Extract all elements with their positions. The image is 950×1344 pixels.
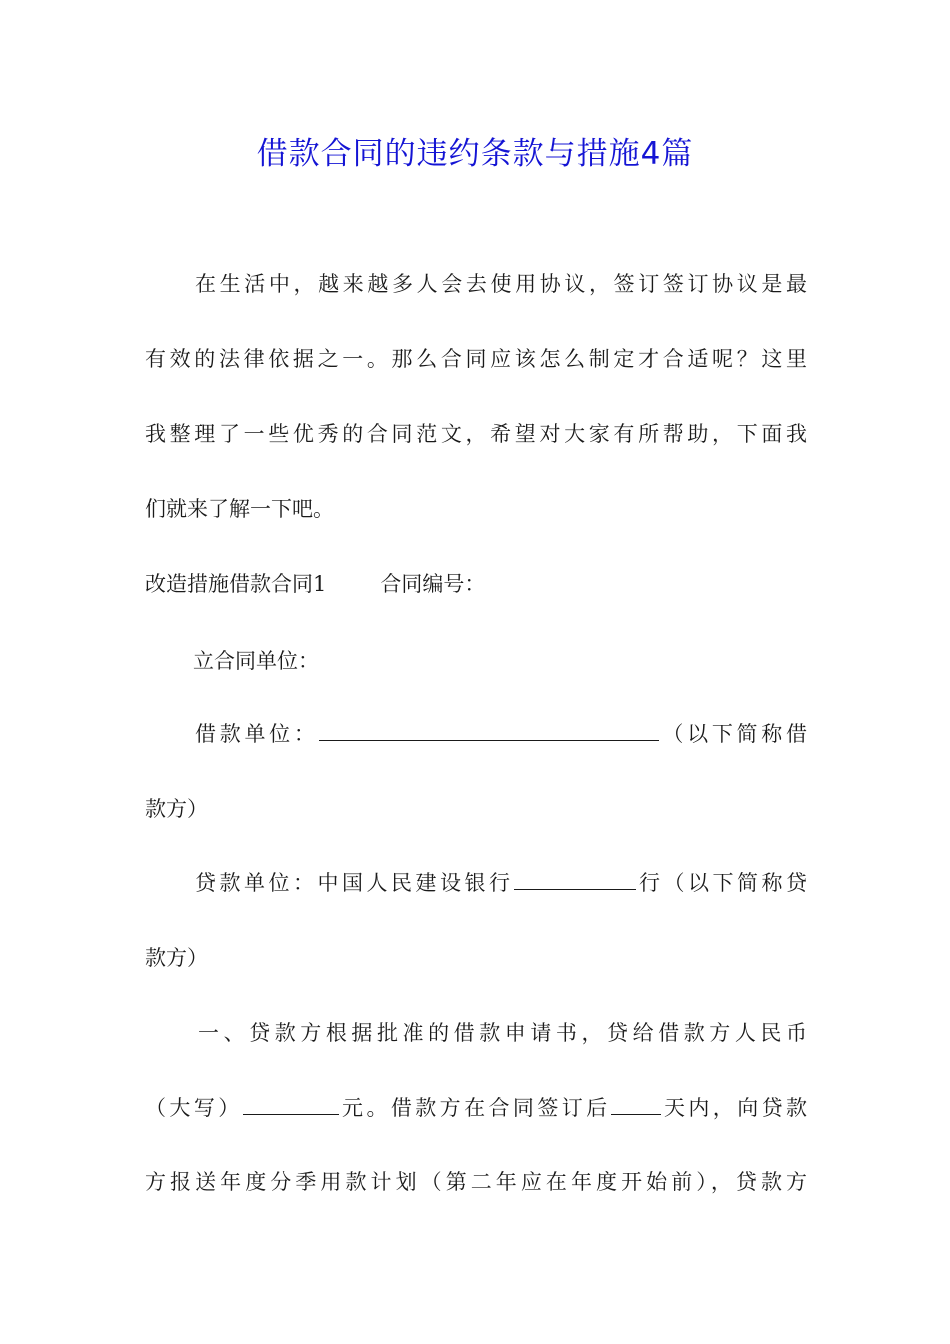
contract-number-label: 合同编号： <box>380 572 486 596</box>
intro-line-1: 在生活中，越来越多人会去使用协议，签订签订协议是最 <box>195 272 807 296</box>
borrower-label: 借款单位： <box>195 722 319 746</box>
lender-label: 贷款单位：中国人民建设银行 <box>195 871 514 895</box>
lender-line <box>195 867 807 899</box>
intro-line-3: 我整理了一些优秀的合同范文，希望对大家有所帮助，下面我 <box>145 422 807 446</box>
contract-heading-line <box>145 568 807 600</box>
clause1-days-text: 天内，向贷款 <box>660 1096 808 1120</box>
lender-continuation: 款方） <box>145 946 208 970</box>
days-blank <box>611 1092 661 1115</box>
party-label: 立合同单位： <box>193 649 319 673</box>
amount-blank <box>243 1092 339 1115</box>
clause1-line-3: 方报送年度分季用款计划（第二年应在年度开始前），贷款方 <box>145 1170 807 1194</box>
clause1-amount-label: （大写） <box>145 1096 243 1120</box>
borrower-line <box>195 718 807 750</box>
lender-branch-blank <box>514 867 636 890</box>
clause1-line-1: 一、贷款方根据批准的借款申请书，贷给借款方人民币 <box>198 1021 807 1045</box>
intro-line-4: 们就来了解一下吧。 <box>145 497 334 521</box>
borrower-suffix: （以下简称借 <box>658 722 808 746</box>
intro-line-2: 有效的法律依据之一。那么合同应该怎么制定才合适呢？这里 <box>145 347 807 371</box>
lender-suffix: 行（以下简称贷 <box>635 871 807 895</box>
document-title: 借款合同的违约条款与措施4篇 <box>256 136 694 172</box>
borrower-continuation: 款方） <box>145 797 208 821</box>
borrower-blank <box>319 718 659 741</box>
clause1-amount-text: 元。借款方在合同签订后 <box>338 1096 611 1120</box>
contract-heading: 改造措施借款合同1 <box>145 572 327 596</box>
clause1-line-2 <box>145 1092 807 1124</box>
